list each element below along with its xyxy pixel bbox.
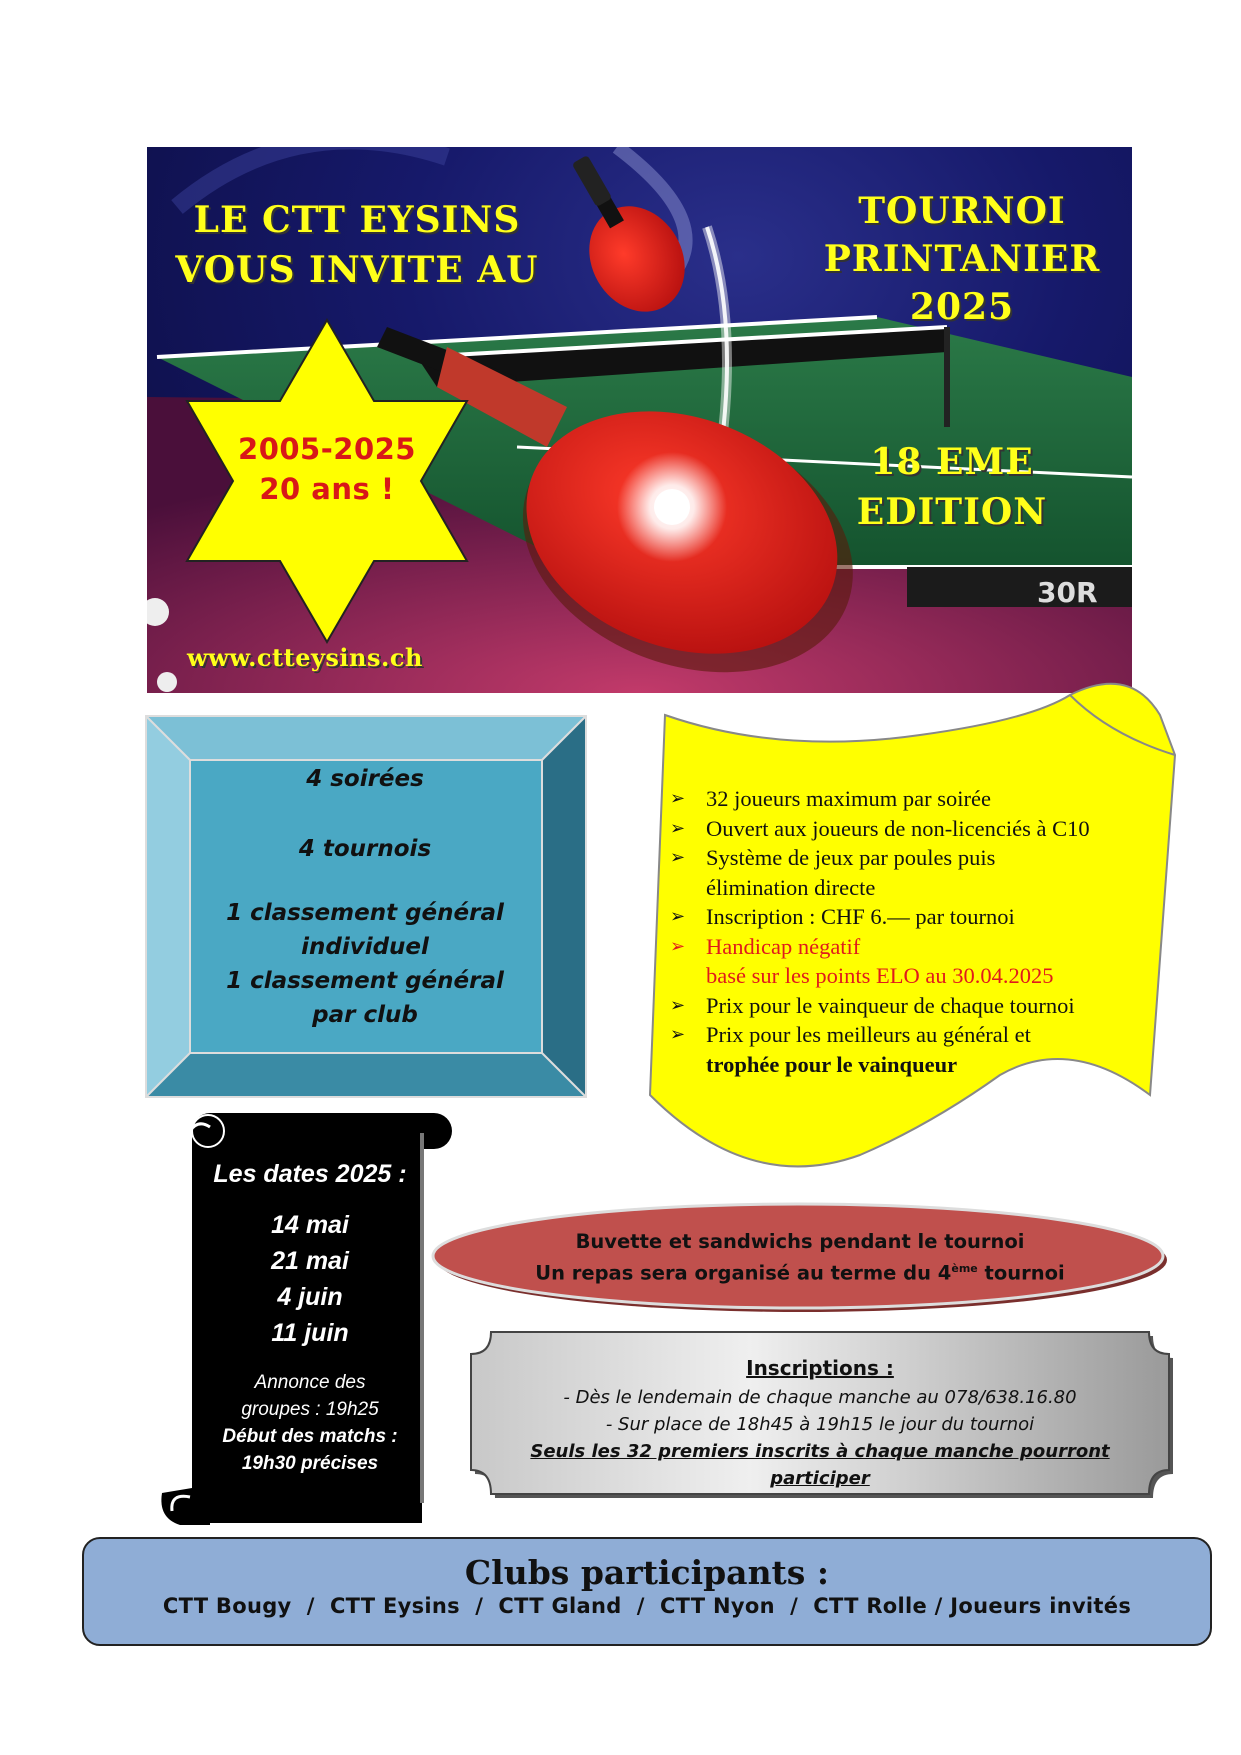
arrow-bullet-icon: ➢	[670, 906, 686, 926]
dates-panel	[190, 1160, 430, 1477]
date-item: 21 mai	[271, 1247, 349, 1275]
date-item: 14 mai	[271, 1211, 349, 1239]
arrow-bullet-icon: ➢	[670, 1024, 686, 1044]
summary-text	[195, 762, 535, 1032]
feature-item: ➢ Prix pour le vainqueur de chaque tournoi	[670, 991, 1190, 1021]
inscription-onsite-line: - Sur place de 18h45 à 19h15 le jour du tournoi	[605, 1414, 1035, 1435]
feature-item: ➢ 32 joueurs maximum par soirée	[670, 784, 1190, 814]
feature-item: ➢ Ouvert aux joueurs de non-licenciés à C10	[670, 814, 1190, 844]
date-item: 11 juin	[271, 1319, 349, 1347]
arrow-bullet-icon: ➢	[670, 788, 686, 808]
date-item: 4 juin	[277, 1283, 343, 1311]
tournament-title-line-2: PRINTANIER	[823, 238, 1101, 280]
tournament-title-line-3: 2025	[909, 286, 1015, 328]
feature-item: ➢ Système de jeux par poules puis élimination directe	[670, 845, 996, 900]
clubs-list: CTT Bougy / CTT Eysins / CTT Gland / CTT Nyon / CTT Rolle / Joueurs invités	[162, 1594, 1132, 1618]
dates-title: Les dates 2025 :	[213, 1160, 407, 1188]
table-brand-text: 30R	[1037, 576, 1098, 609]
buvette-line: Buvette et sandwichs pendant le tournoi	[575, 1230, 1025, 1253]
feature-item: ➢ Prix pour les meilleurs au général et trophée pour le vainqueur	[670, 1022, 1031, 1077]
clubs-title: Clubs participants :	[464, 1553, 830, 1592]
arrow-bullet-icon: ➢	[670, 994, 686, 1015]
edition-label	[807, 437, 1097, 537]
match-start-time: Début des matchs : 19h30 précises	[222, 1426, 398, 1474]
buvette-text	[450, 1228, 1150, 1287]
inscriptions-panel	[490, 1356, 1150, 1492]
summary-tournois: 4 tournois	[298, 836, 432, 862]
arrow-bullet-icon: ➢	[670, 935, 686, 956]
feature-item: ➢ Inscription : CHF 6.— par tournoi	[670, 902, 1190, 932]
edition-line-2: EDITION	[856, 491, 1048, 533]
clubs-bar	[82, 1537, 1212, 1646]
summary-classement-individuel: 1 classement général individuel	[226, 900, 504, 960]
website-link[interactable]: www.ctteysins.ch	[187, 643, 423, 672]
tournament-title-line-1: TOURNOI	[858, 190, 1066, 232]
invite-line-1: LE CTT EYSINS	[193, 199, 521, 241]
arrow-bullet-icon: ➢	[670, 847, 686, 867]
banner-image	[147, 147, 1132, 693]
inscription-limit-note: Seuls les 32 premiers inscrits à chaque manche pourront participer	[530, 1441, 1110, 1489]
invite-line-2: VOUS INVITE AU	[175, 249, 539, 291]
tournament-title	[817, 187, 1107, 331]
features-list	[670, 784, 1190, 1079]
summary-classement-club: 1 classement général par club	[226, 968, 504, 1028]
summary-soirees: 4 soirées	[306, 766, 424, 792]
repas-line: Un repas sera organisé au terme du 4ème tournoi	[535, 1261, 1065, 1285]
feature-item-handicap: ➢ Handicap négatif basé sur les points ELO au 30.04.2025	[670, 933, 1054, 988]
invite-heading	[167, 195, 547, 295]
inscriptions-title: Inscriptions :	[746, 1356, 894, 1380]
anniversary-label: 20 ans !	[259, 472, 395, 506]
anniversary-years: 2005-2025	[238, 432, 416, 466]
edition-line-1: 18 EME	[870, 441, 1034, 483]
group-announcement-time: Annonce des groupes : 19h25	[241, 1372, 379, 1420]
inscription-phone-line: - Dès le lendemain de chaque manche au 078/638.16.80	[563, 1387, 1077, 1408]
anniversary-text	[207, 429, 447, 509]
arrow-bullet-icon: ➢	[670, 817, 686, 838]
